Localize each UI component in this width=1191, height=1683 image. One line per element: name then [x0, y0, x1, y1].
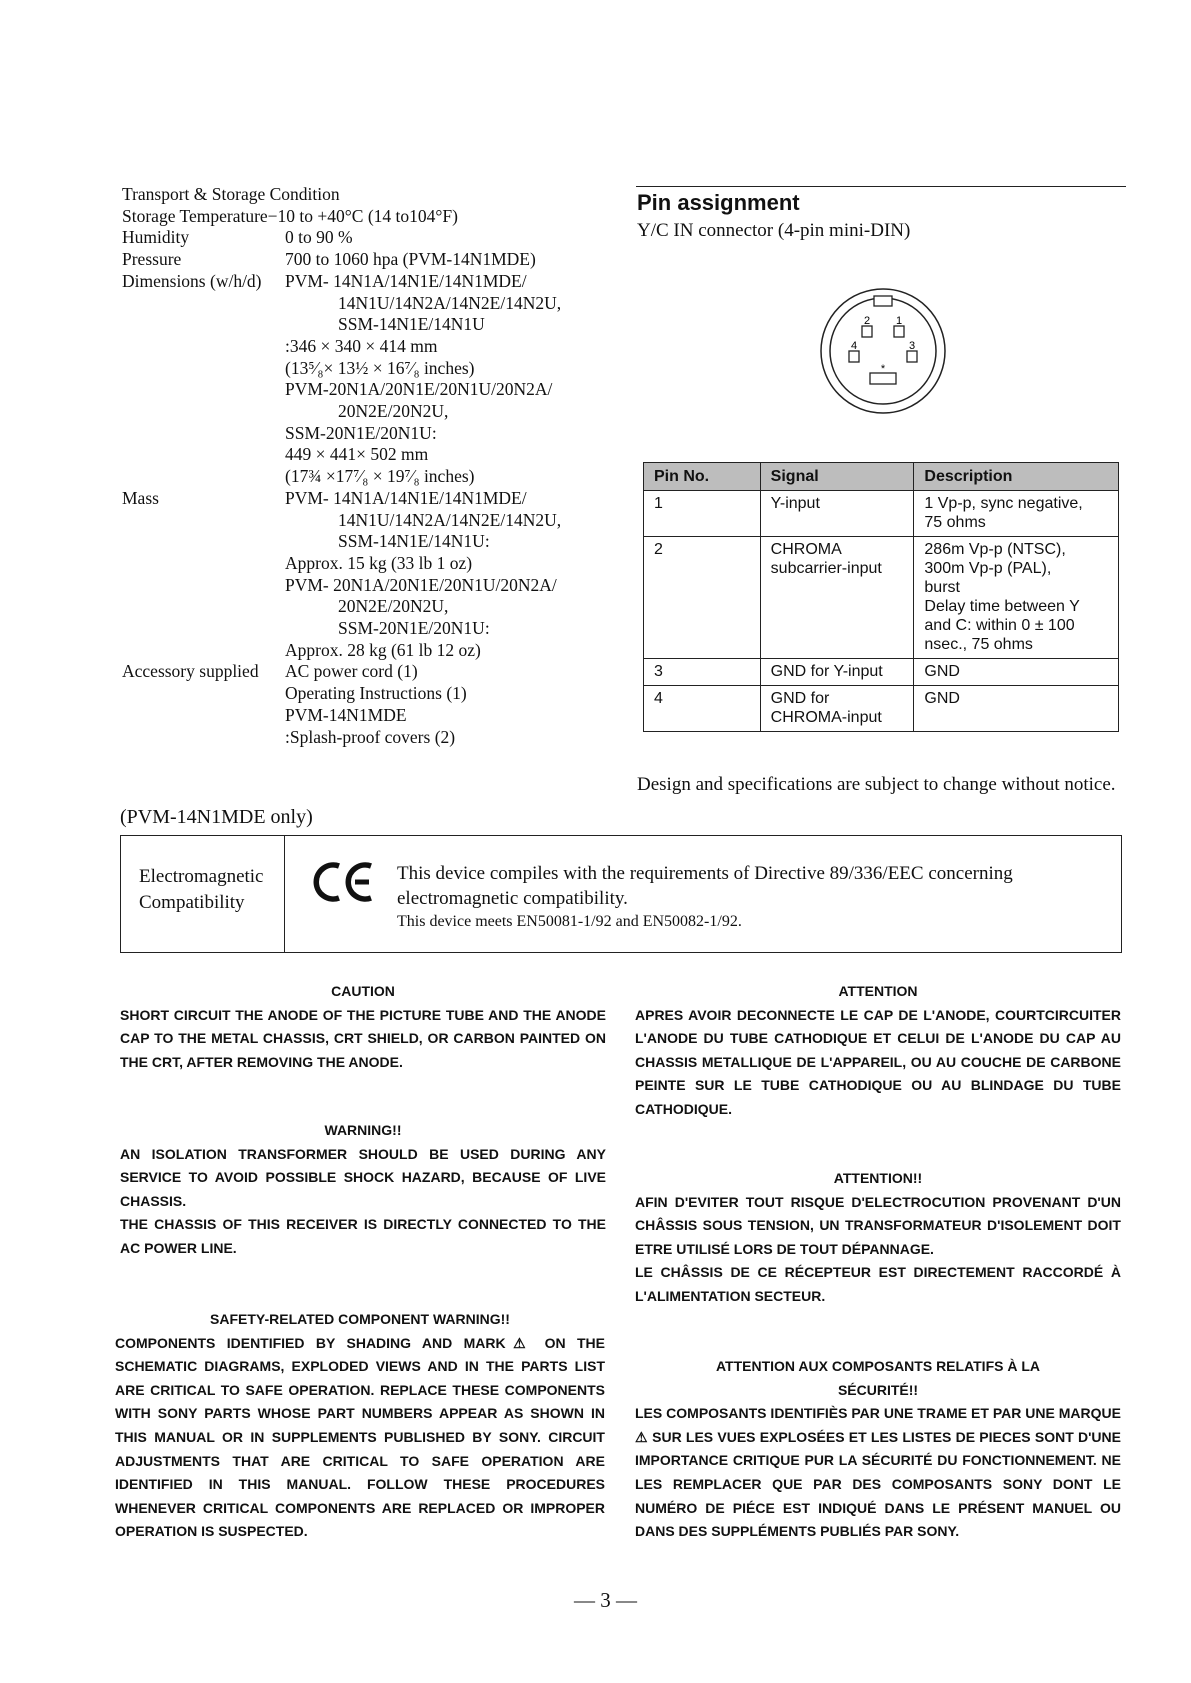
table-row: [644, 537, 1119, 659]
cell-text: subcarrier-input: [770, 560, 882, 577]
cell-text: 1 Vp-p, sync negative,: [924, 495, 1083, 512]
mde-only-note: (PVM-14N1MDE only): [120, 806, 313, 828]
pin-2-square: [862, 326, 872, 337]
description-cell: [914, 491, 1119, 537]
pin-assignment-subtitle: Y/C IN connector (4-pin mini-DIN): [637, 220, 911, 241]
safety-warning-block: [115, 1308, 605, 1544]
spec-value: 20N2E/20N2U,: [338, 401, 449, 422]
spec-label: Humidity: [122, 227, 190, 248]
spec-label: Pressure: [122, 249, 182, 270]
pin-no-cell: 3: [644, 659, 761, 686]
attention-2-block: [635, 1167, 1121, 1309]
attention-3-title-2: SÉCURITÉ!!: [837, 1381, 919, 1398]
spec-value: 449 × 441× 502 mm: [285, 444, 429, 465]
pin-label-1: 1: [895, 315, 903, 327]
spec-value: 20N2E/20N2U,: [338, 596, 449, 617]
signal-cell: [760, 686, 914, 732]
connector-inner-ring: [830, 298, 936, 404]
cell-text: and C: within 0 ± 100: [924, 617, 1075, 634]
transport-heading: Transport & Storage Condition: [122, 184, 340, 204]
description-cell: [914, 686, 1119, 732]
cell-text: nsec., 75 ohms: [924, 636, 1033, 653]
pin-no-cell: 1: [644, 491, 761, 537]
warning-title: WARNING!!: [324, 1122, 402, 1138]
emc-label-line: Electromagnetic: [139, 866, 264, 887]
spec-value: :Splash-proof covers (2): [285, 726, 456, 747]
pin-no-cell: 2: [644, 537, 761, 659]
spec-row-humidity: [122, 227, 622, 249]
cell-text: 286m Vp-p (NTSC),: [924, 541, 1066, 558]
attention-2-text-2: LE CHÂSSIS DE CE RÉCEPTEUR EST DIRECTEMENT RACCORDÉ À L'ALIMENTATION SECTEUR.: [635, 1264, 1121, 1304]
spec-value: Approx. 28 kg (61 lb 12 oz): [285, 639, 481, 660]
description-cell: [914, 537, 1119, 659]
cell-text: GND for: [770, 690, 830, 707]
connector-key: [874, 296, 892, 306]
cell-text: CHROMA: [770, 541, 842, 558]
pin-label-2: 2: [863, 315, 871, 327]
warning-text-1: AN ISOLATION TRANSFORMER SHOULD BE USED DURING ANY SERVICE TO AVOID POSSIBLE SHOCK HAZARD, BECAUSE OF LIVE CHASSIS.: [120, 1145, 606, 1209]
spec-value: PVM- 14N1A/14N1E/14N1MDE/: [285, 270, 527, 291]
emc-label-line: Compatibility: [139, 892, 245, 913]
spec-value: (17¾ ×17⁷⁄₈ × 19⁷⁄₈ inches): [285, 466, 475, 487]
spec-value: SSM-20N1E/20N1U:: [285, 422, 437, 443]
signal-cell: [760, 659, 914, 686]
spec-value: SSM-14N1E/14N1U: [338, 314, 485, 335]
pin-assignment-table: [643, 462, 1119, 732]
caution-block: [120, 980, 606, 1074]
attention-3-block: [635, 1355, 1121, 1544]
safety-title: SAFETY-RELATED COMPONENT WARNING!!: [210, 1311, 510, 1327]
pin-no-cell: 4: [644, 686, 761, 732]
emc-statement: [397, 861, 1107, 933]
header-signal: Signal: [760, 463, 914, 491]
pin-label-4: 4: [850, 340, 858, 352]
spec-row-accessory: [122, 661, 622, 748]
caution-text: SHORT CIRCUIT THE ANODE OF THE PICTURE TUBE AND THE ANODE CAP TO THE METAL CHASSIS, CRT SHIELD, OR CARBON PAINTED ON THE CRT, AFTER REMOVING THE ANODE.: [120, 1006, 606, 1070]
cell-text: Delay time between Y: [924, 598, 1080, 615]
pin-assignment-title: Pin assignment: [637, 190, 800, 215]
emc-line-2: electromagnetic compatibility.: [397, 888, 628, 909]
caution-title: CAUTION: [331, 983, 395, 999]
table-row: [644, 491, 1119, 537]
emc-line-3: This device meets EN50081-1/92 and EN50082-1/92.: [397, 913, 742, 930]
spec-row-mass: [122, 488, 622, 662]
spec-value: 0 to 90 %: [285, 227, 353, 248]
attention-text: APRES AVOIR DECONNECTE LE CAP DE L'ANODE, COURTCIRCUITER L'ANODE DU TUBE CATHODIQUE ET CELUI DE L'ANODE DU CAP AU CHASSIS METALLIQUE DE L'APPAREIL, OU AU COUCHE DE CARBONE PEINTE SUR LE TUBE CATHODIQUE OU AU BLINDAGE DU TUBE CATHODIQUE.: [635, 1006, 1121, 1117]
pin-label-3: 3: [908, 340, 916, 352]
spec-value: PVM-14N1MDE: [285, 704, 407, 725]
spec-value: PVM- 14N1A/14N1E/14N1MDE/: [285, 487, 527, 508]
cell-text: 75 ohms: [924, 514, 986, 531]
attention-title: ATTENTION: [838, 983, 918, 999]
spec-value: Approx. 15 kg (33 lb 1 oz): [285, 552, 473, 573]
pin-4-square: [849, 351, 859, 362]
pin-3-square: [907, 351, 917, 362]
attention-2-text-1: AFIN D'EVITER TOUT RISQUE D'ELECTROCUTION PROVENANT D'UN CHÂSSIS SOUS TENSION, UN TRANSFORMATEUR D'ISOLEMENT DOIT ETRE UTILISÉ LORS DE TOUT DÉPANNAGE.: [635, 1193, 1121, 1257]
spec-value: SSM-14N1E/14N1U:: [338, 531, 490, 552]
cell-text: GND: [924, 663, 960, 680]
emc-line-1: This device compiles with the requirements of Directive 89/336/EEC concerning: [397, 863, 1013, 884]
table-row: [644, 659, 1119, 686]
spec-label: Mass: [122, 487, 159, 508]
spec-value: PVM-20N1A/20N1E/20N1U/20N2A/: [285, 379, 553, 400]
cell-text: GND: [924, 690, 960, 707]
design-note: Design and specifications are subject to change without notice.: [637, 774, 1116, 795]
emc-label-cell: [121, 836, 285, 952]
spec-value: 14N1U/14N2A/14N2E/14N2U,: [338, 509, 562, 530]
signal-cell: [760, 537, 914, 659]
table-header-row: [644, 463, 1119, 491]
attention-block: [635, 980, 1121, 1122]
attention-3-title-1: ATTENTION AUX COMPOSANTS RELATIFS À LA: [715, 1358, 1041, 1374]
cell-text: Y-input: [770, 495, 820, 512]
signal-cell: [760, 491, 914, 537]
spec-row-pressure: [122, 249, 622, 271]
spec-row-dimensions: [122, 271, 622, 488]
warning-block: [120, 1119, 606, 1261]
pin-label-star: *: [880, 363, 886, 375]
storage-temperature: Storage Temperature−10 to +40°C (14 to104°F): [122, 205, 458, 226]
warning-text-2: THE CHASSIS OF THIS RECEIVER IS DIRECTLY CONNECTED TO THE AC POWER LINE.: [120, 1216, 606, 1256]
spec-value: 700 to 1060 hpa (PVM-14N1MDE): [285, 249, 536, 270]
pin-1-square: [894, 326, 904, 337]
spec-value: PVM- 20N1A/20N1E/20N1U/20N2A/: [285, 574, 557, 595]
spec-label: Accessory supplied: [122, 661, 259, 682]
description-cell: [914, 659, 1119, 686]
table-row: [644, 686, 1119, 732]
mini-din-connector-diagram: [818, 286, 948, 416]
safety-text: COMPONENTS IDENTIFIED BY SHADING AND MARK⚠ ON THE SCHEMATIC DIAGRAMS, EXPLODED VIEWS AND IN THE PARTS LIST ARE CRITICAL TO SAFE OPERATION. REPLACE THESE COMPONENTS WITH SONY PARTS WHOSE PART NUMBERS APPEAR AS SHOWN IN THIS MANUAL OR IN SUPPLEMENTS PUBLISHED BY SONY. CIRCUIT ADJUSTMENTS THAT ARE CRITICAL TO SAFE OPERATION ARE IDENTIFIED IN THIS MANUAL. FOLLOW THESE PROCEDURES WHENEVER CRITICAL COMPONENTS ARE REPLACED OR IMPROPER OPERATION IS SUSPECTED.: [115, 1334, 605, 1540]
spec-label: Dimensions (w/h/d): [122, 270, 262, 291]
emc-box: [120, 835, 1122, 953]
spec-value: (13⁵⁄₈× 13½ × 16⁷⁄₈ inches): [285, 357, 475, 378]
connector-outer-ring: [821, 289, 945, 413]
emc-label: [139, 864, 264, 916]
cell-text: CHROMA-input: [770, 709, 882, 726]
spec-value: Operating Instructions (1): [285, 683, 467, 704]
attention-3-text: LES COMPOSANTS IDENTIFIÈS PAR UNE TRAME ET PAR UNE MARQUE ⚠ SUR LES VUES EXPLOSÉES ET LES LISTES DE PIECES SONT D'UNE IMPORTANCE CRITIQUE PUR LA SÉCURITÉ DU FONCTIONNEMENT. NE LES REMPLACER QUE PAR DES COMPOSANTS SONY DONT LE NUMÉRO DE PIÉCE EST INDIQUÉ DANS LE PRÉSENT MANUEL OU DANS DES SUPPLÉMENTS PUBLIÉS PAR SONY.: [635, 1405, 1121, 1540]
section-divider: [636, 186, 1126, 187]
header-pin-no: Pin No.: [644, 463, 761, 491]
spec-value: AC power cord (1): [285, 661, 418, 682]
cell-text: 300m Vp-p (PAL),: [924, 560, 1052, 577]
cell-text: GND for Y-input: [770, 663, 883, 680]
spec-value: SSM-20N1E/20N1U:: [338, 618, 490, 639]
specifications: [122, 184, 622, 748]
cell-text: burst: [924, 579, 960, 596]
spec-value: 14N1U/14N2A/14N2E/14N2U,: [338, 292, 562, 313]
ce-mark-logo: [313, 860, 377, 904]
header-description: Description: [914, 463, 1119, 491]
spec-value: :346 × 340 × 414 mm: [285, 335, 438, 356]
attention-2-title: ATTENTION!!: [833, 1170, 923, 1186]
page-number: — 3 —: [574, 1588, 637, 1612]
